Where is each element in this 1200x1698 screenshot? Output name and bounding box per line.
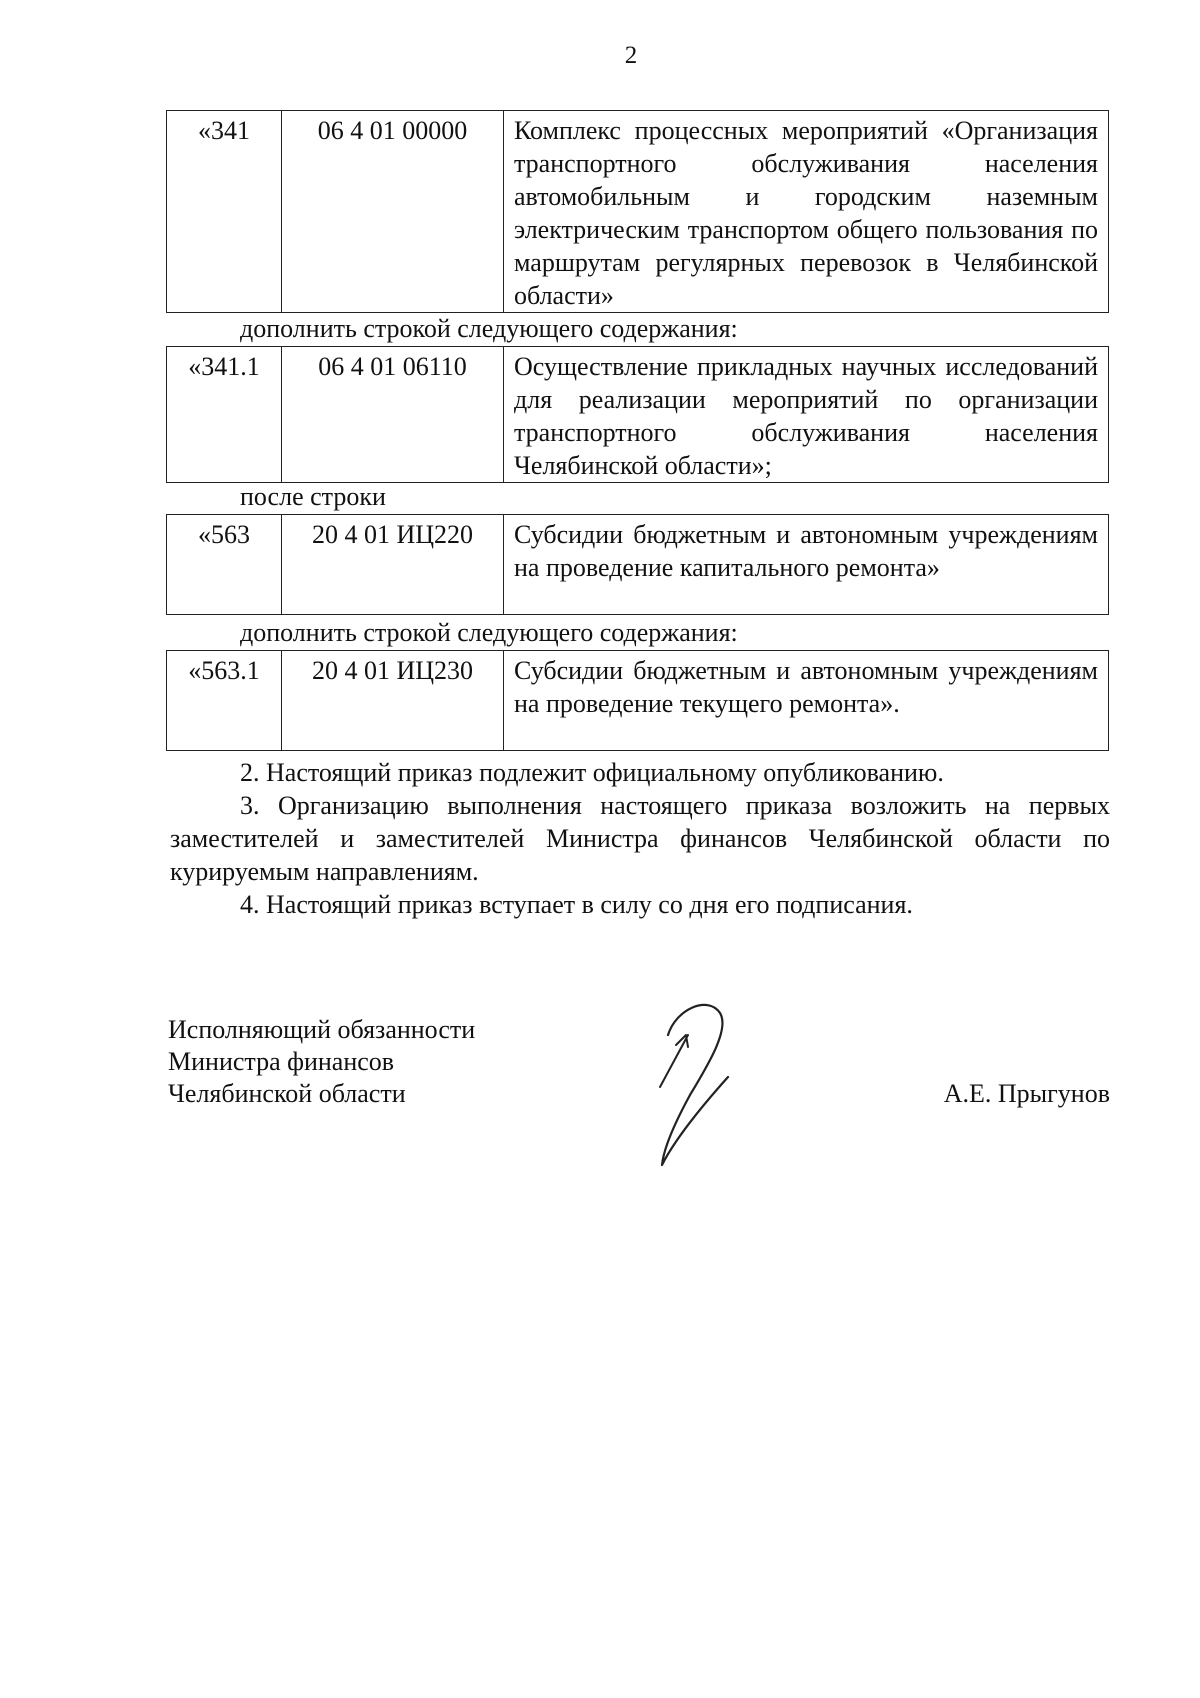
classification-code-cell: 20 4 01 ИЦ230 xyxy=(282,651,504,751)
description-cell: Субсидии бюджетным и автономным учреждениям на проведение капитального ремонта» xyxy=(504,515,1109,615)
row-number-cell: «563 xyxy=(167,515,282,615)
table-row xyxy=(167,347,1109,483)
classification-code-cell: 20 4 01 ИЦ220 xyxy=(282,515,504,615)
budget-table-row-563 xyxy=(166,514,1109,615)
budget-table-row-341 xyxy=(166,110,1109,313)
paragraph-3: 3. Организацию выполнения настоящего приказа возложить на первых заместителей и заместителей Министра финансов Челябинской области по курируемым направлениям. xyxy=(170,791,1110,886)
row-number-cell: «341.1 xyxy=(167,347,282,483)
instruction-after-row: после строки xyxy=(240,482,386,511)
paragraph-2: 2. Настоящий приказ подлежит официальному опубликованию. xyxy=(240,758,944,787)
handwritten-signature xyxy=(650,995,740,1175)
signatory-title-line: Челябинской области xyxy=(168,1079,406,1108)
table-row xyxy=(167,515,1109,615)
description-cell: Субсидии бюджетным и автономным учреждениям на проведение текущего ремонта». xyxy=(504,651,1109,751)
signatory-name: А.Е. Прыгунов xyxy=(943,1079,1110,1108)
budget-table-row-563-1 xyxy=(166,650,1109,751)
signatory-title xyxy=(168,1014,475,1110)
row-number-cell: «341 xyxy=(167,111,282,313)
classification-code-cell: 06 4 01 00000 xyxy=(282,111,504,313)
paragraph-4: 4. Настоящий приказ вступает в силу со дня его подписания. xyxy=(240,890,913,919)
instruction-add-row: дополнить строкой следующего содержания: xyxy=(240,618,738,647)
instruction-add-row: дополнить строкой следующего содержания: xyxy=(240,314,738,343)
row-number-cell: «563.1 xyxy=(167,651,282,751)
budget-table-row-341-1 xyxy=(166,346,1109,483)
classification-code-cell: 06 4 01 06110 xyxy=(282,347,504,483)
table-row xyxy=(167,651,1109,751)
page-number: 2 xyxy=(624,42,638,69)
table-row xyxy=(167,111,1109,313)
signatory-title-line: Исполняющий обязанности xyxy=(168,1015,476,1044)
description-cell: Комплекс процессных мероприятий «Организация транспортного обслуживания населения автомобильным и городским наземным электрическим транспортом общего пользования по маршрутам регулярных перевозок в Челябинской области» xyxy=(504,111,1109,313)
description-cell: Осуществление прикладных научных исследований для реализации мероприятий по организации транспортного обслуживания населения Челябинской области»; xyxy=(504,347,1109,483)
signatory-title-line: Министра финансов xyxy=(168,1047,395,1076)
